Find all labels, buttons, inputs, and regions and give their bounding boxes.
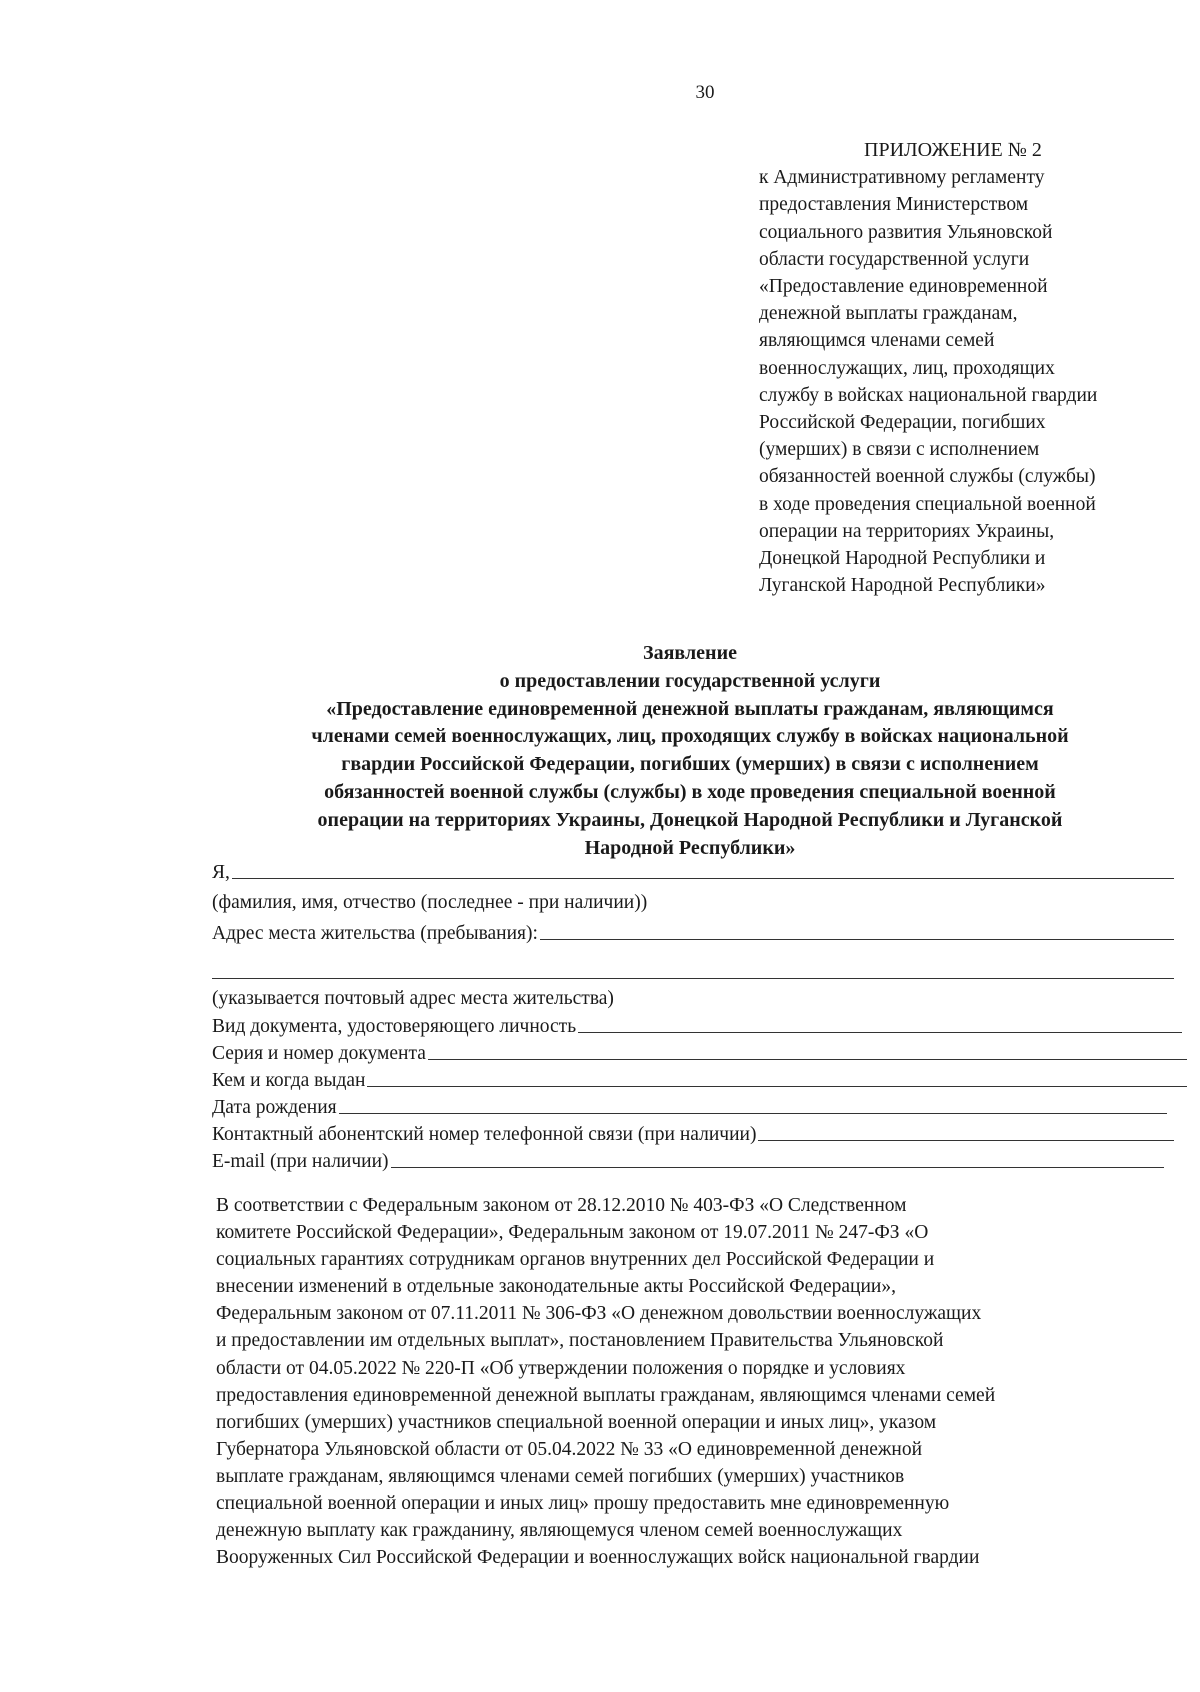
doc-type-label: Вид документа, удостоверяющего личность — [212, 1016, 577, 1037]
statement-body — [216, 1192, 1196, 1571]
body-line: специальной военной операции и иных лиц» прошу предоставить мне единовременную — [216, 1493, 950, 1515]
page-number: 30 — [695, 82, 715, 103]
name-field[interactable] — [232, 878, 1174, 879]
issued-field[interactable] — [367, 1086, 1187, 1087]
body-line: выплате гражданам, являющимся членами семей погибших (умерших) участников — [216, 1465, 905, 1487]
appendix-header — [759, 137, 1179, 599]
email-label: E-mail (при наличии) — [212, 1151, 389, 1172]
body-line: погибших (умерших) участников специальной военной операции и иных лиц», указом — [216, 1411, 937, 1433]
body-line: предоставления единовременной денежной выплаты гражданам, являющимся членами семей — [216, 1384, 996, 1406]
appendix-line: (умерших) в связи с исполнением — [759, 439, 1040, 461]
body-line: социальных гарантиях сотрудникам органов внутренних дел Российской Федерации и — [216, 1249, 935, 1271]
body-line: комитете Российской Федерации», Федеральным законом от 19.07.2011 № 247-ФЗ «О — [216, 1222, 929, 1244]
appendix-line: Российской Федерации, погибших — [759, 412, 1046, 434]
statement-title-line: гвардии Российской Федерации, погибших (умерших) в связи с исполнением — [341, 753, 1039, 776]
appendix-line: Донецкой Народной Республики и — [759, 548, 1046, 570]
email-row — [212, 1147, 1164, 1173]
appendix-line: операции на территориях Украины, — [759, 520, 1055, 542]
name-hint: (фамилия, имя, отчество (последнее - при наличии)) — [212, 892, 648, 913]
body-line: области от 04.05.2022 № 220-П «Об утверждении положения о порядке и условиях — [216, 1357, 906, 1379]
statement-title-line: членами семей военнослужащих, лиц, проходящих службу в войсках национальной — [311, 725, 1069, 748]
phone-label: Контактный абонентский номер телефонной связи (при наличии) — [212, 1124, 757, 1145]
address-row — [212, 919, 1174, 945]
name-row — [212, 858, 1174, 884]
appendix-line: службу в войсках национальной гвардии — [759, 384, 1098, 406]
statement-title-line: операции на территориях Украины, Донецкой Народной Республики и Луганской — [317, 808, 1063, 831]
appendix-line: к Административному регламенту — [759, 167, 1045, 189]
appendix-line: области государственной услуги — [759, 248, 1030, 270]
phone-row — [212, 1120, 1174, 1146]
address-hint: (указывается почтовый адрес места жительства) — [212, 988, 614, 1009]
appendix-title: ПРИЛОЖЕНИЕ № 2 — [864, 139, 1042, 161]
appendix-line: являющимся членами семей — [759, 330, 995, 352]
birth-label: Дата рождения — [212, 1097, 337, 1118]
doc-number-label: Серия и номер документа — [212, 1043, 426, 1064]
body-line: Федеральным законом от 07.11.2011 № 306-ФЗ «О денежном довольствии военнослужащих — [216, 1303, 982, 1325]
appendix-line: «Предоставление единовременной — [759, 276, 1048, 298]
issued-label: Кем и когда выдан — [212, 1070, 366, 1091]
birth-field[interactable] — [339, 1113, 1167, 1114]
appendix-line: предоставления Министерством — [759, 194, 1029, 216]
appendix-line: денежной выплаты гражданам, — [759, 303, 1018, 325]
body-line: Губернатора Ульяновской области от 05.04.2022 № 33 «О единовременной денежной — [216, 1438, 923, 1460]
email-field[interactable] — [391, 1167, 1164, 1168]
address-field[interactable] — [540, 939, 1174, 940]
doc-number-field[interactable] — [428, 1059, 1187, 1060]
doc-number-row — [212, 1039, 1187, 1065]
appendix-line: военнослужащих, лиц, проходящих — [759, 357, 1055, 379]
doc-type-field[interactable] — [578, 1032, 1182, 1033]
address-label: Адрес места жительства (пребывания): — [212, 923, 538, 944]
body-line: внесении изменений в отдельные законодательные акты Российской Федерации», — [216, 1276, 896, 1298]
statement-title-line: обязанностей военной службы (службы) в ходе проведения специальной военной — [324, 780, 1056, 803]
name-label: Я, — [212, 862, 230, 883]
appendix-line: Луганской Народной Республики» — [759, 575, 1046, 597]
statement-title-line: Народной Республики» — [584, 836, 796, 859]
appendix-line: в ходе проведения специальной военной — [759, 493, 1096, 515]
body-line: В соответствии с Федеральным законом от 28.12.2010 № 403-ФЗ «О Следственном — [216, 1195, 907, 1216]
body-line: Вооруженных Сил Российской Федерации и военнослужащих войск национальной гвардии — [216, 1547, 980, 1569]
statement-heading: Заявление — [643, 642, 737, 664]
statement-title-line: «Предоставление единовременной денежной выплаты гражданам, являющимся — [326, 697, 1054, 720]
appendix-line: обязанностей военной службы (службы) — [759, 466, 1096, 488]
statement-title — [210, 640, 1170, 862]
address-field-line-2[interactable] — [212, 978, 1174, 979]
body-line: денежную выплату как гражданину, являющемуся членом семей военнослужащих — [216, 1520, 903, 1542]
issued-row — [212, 1066, 1187, 1092]
statement-subheading: о предоставлении государственной услуги — [499, 669, 881, 692]
birth-row — [212, 1093, 1167, 1119]
address-row-2 — [212, 958, 1174, 984]
body-line: и предоставлении им отдельных выплат», постановлением Правительства Ульяновской — [216, 1330, 944, 1352]
doc-type-row — [212, 1012, 1182, 1038]
appendix-line: социального развития Ульяновской — [759, 221, 1053, 243]
phone-field[interactable] — [758, 1140, 1174, 1141]
